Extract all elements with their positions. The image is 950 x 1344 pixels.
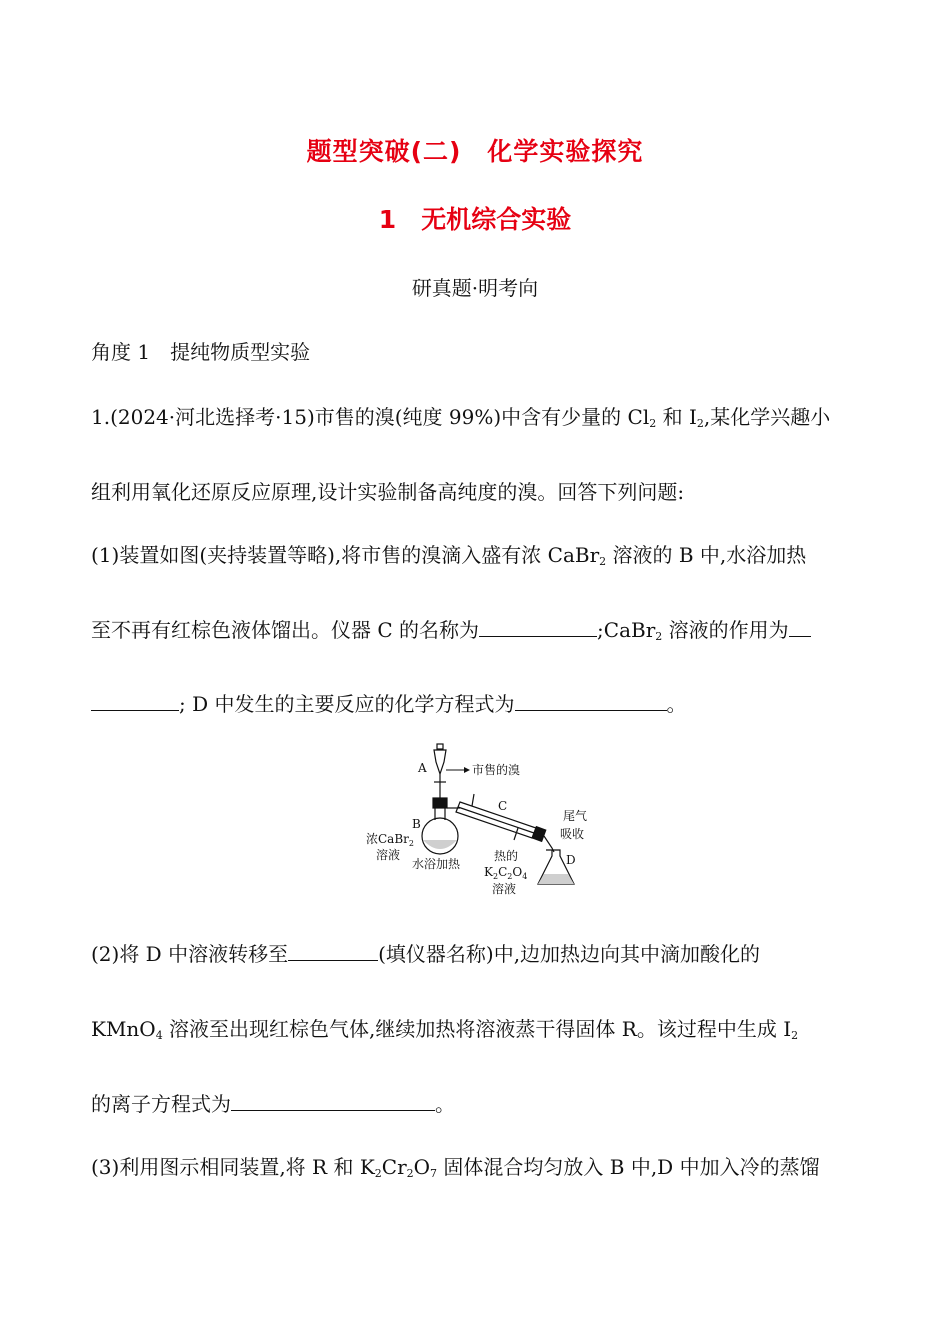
tail-gas-line1: 尾气 — [563, 809, 588, 823]
label-d: D — [566, 853, 576, 867]
answer-blank-cabr2-role[interactable] — [789, 618, 811, 637]
feed-label: 市售的溴 — [472, 763, 521, 777]
question-intro-line2: 组利用氧化还原反应原理,设计实验制备高纯度的溴。回答下列问题: — [91, 480, 685, 504]
part3-line1: (3)利用图示相同装置,将 R 和 $K_2Cr_2O_7$ 固体混合均匀放入 B 中,D 中加入冷的蒸馏 — [91, 1155, 820, 1180]
chapter-title: 题型突破(二) 化学实验探究 — [306, 137, 644, 166]
answer-blank-ionic-equation[interactable] — [231, 1092, 435, 1111]
arrow-head — [464, 767, 470, 773]
d-content-line1: 热的 — [494, 849, 519, 863]
answer-blank-instrument[interactable] — [288, 942, 378, 961]
part2-line1: (2)将 D 中溶液转移至 (填仪器名称)中,边加热边向其中滴加酸化的 — [91, 942, 761, 966]
funnel-a — [434, 744, 446, 802]
water-bath-label: 水浴加热 — [412, 857, 461, 871]
part1-line1: (1)装置如图(夹持装置等略),将市售的溴滴入盛有浓 CaBr$_2$ 溶液的 B 中,水浴加热 — [91, 543, 807, 568]
tail-gas-line2: 吸收 — [560, 827, 585, 841]
b-content-line1: 浓CaBr$_2$ — [366, 832, 414, 848]
condenser-c — [447, 794, 536, 840]
answer-blank-cabr2-role-cont[interactable] — [91, 692, 179, 711]
angle-heading: 角度 1 提纯物质型实验 — [91, 340, 311, 364]
label-a: A — [418, 761, 427, 775]
part1-line2: 至不再有红棕色液体馏出。仪器 C 的名称为 ;CaBr$_2$ 溶液的作用为 — [91, 616, 881, 644]
part1-line3: ; D 中发生的主要反应的化学方程式为 。 — [91, 690, 881, 718]
label-b: B — [412, 817, 421, 831]
answer-blank-equation-d[interactable] — [515, 692, 667, 711]
section-title: 1 无机综合实验 — [378, 205, 572, 234]
apparatus-figure — [360, 740, 600, 900]
question-intro-line1: 1.(2024·河北选择考·15)市售的溴(纯度 99%)中含有少量的 $Cl_2$ 和 $I_2$,某化学兴趣小 — [91, 405, 831, 430]
answer-blank-instrument-c[interactable] — [479, 618, 597, 637]
d-content-line2: $K_2C_2O_4$ — [484, 865, 528, 881]
subsection-heading: 研真题·明考向 — [411, 276, 539, 300]
flask-b — [422, 798, 458, 854]
part2-line2: KMnO$_4$ 溶液至出现红棕色气体,继续加热将溶液蒸干得固体 R。该过程中生成 $I_2$ — [91, 1017, 799, 1042]
d-content-line3: 溶液 — [492, 882, 517, 896]
b-content-line2: 溶液 — [376, 848, 401, 862]
part2-line3: 的离子方程式为 。 — [91, 1092, 455, 1116]
label-c: C — [498, 799, 508, 813]
